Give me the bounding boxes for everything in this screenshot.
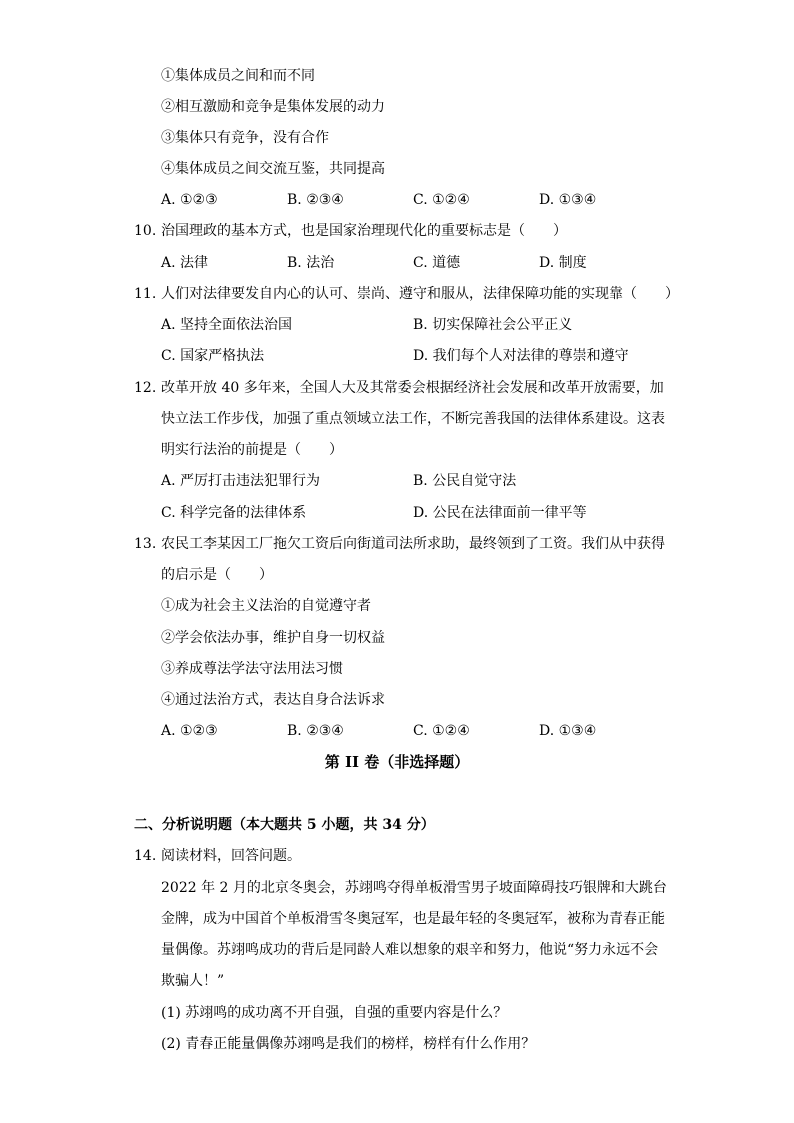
- q14-material-line-4: 欺骗人！”: [161, 973, 225, 989]
- q9-option-d[interactable]: D. ①③④: [539, 192, 597, 208]
- q12-stem-line-1: 改革开放 40 多年来，全国人大及其常委会根据经济社会发展和改革开放需要，加: [161, 380, 664, 396]
- q9-item-4: ④集体成员之间交流互鉴，共同提高: [161, 161, 385, 177]
- q14-material-line-2: 金牌，成为中国首个单板滑雪冬奥冠军，也是最年轻的冬奥冠军，被称为青春正能: [161, 911, 665, 927]
- q14-material-line-1: 2022 年 2 月的北京冬奥会，苏翊鸣夺得单板滑雪男子坡面障碍技巧银牌和大跳台: [161, 880, 667, 896]
- q9-option-a[interactable]: A. ①②③: [161, 192, 218, 208]
- q14-sub-question-2: (2) 青春正能量偶像苏翊鸣是我们的榜样，榜样有什么作用？: [161, 1036, 536, 1052]
- q10-stem: 治国理政的基本方式，也是国家治理现代化的重要标志是（ ）: [161, 223, 567, 239]
- q10-number: 10.: [134, 223, 157, 239]
- q12-option-b[interactable]: B. 公民自觉守法: [413, 473, 517, 489]
- q13-number: 13.: [134, 536, 157, 552]
- q10-option-a[interactable]: A. 法律: [161, 255, 209, 271]
- q13-stem-line-2: 的启示是（ ）: [161, 567, 273, 583]
- q13-item-4: ④通过法治方式，表达自身合法诉求: [161, 692, 385, 708]
- q12-stem-line-3: 明实行法治的前提是（ ）: [161, 442, 343, 458]
- q11-option-b[interactable]: B. 切实保障社会公平正义: [413, 317, 573, 333]
- part-two-title: 第 II 卷（非选择题）: [324, 753, 470, 771]
- q14-material-line-3: 量偶像。苏翊鸣成功的背后是同龄人难以想象的艰辛和努力，他说“努力永远不会: [161, 942, 659, 958]
- q10-option-d[interactable]: D. 制度: [539, 255, 587, 271]
- section-two-heading: 二、分析说明题（本大题共 5 小题，共 34 分）: [134, 817, 435, 833]
- q12-number: 12.: [134, 380, 157, 396]
- q13-option-c[interactable]: C. ①②④: [413, 723, 470, 739]
- q9-item-3: ③集体只有竞争，没有合作: [161, 130, 329, 146]
- q14-sub-question-1: (1) 苏翊鸣的成功离不开自强，自强的重要内容是什么？: [161, 1005, 508, 1021]
- q14-stem: 阅读材料，回答问题。: [161, 848, 301, 864]
- q9-option-c[interactable]: C. ①②④: [413, 192, 470, 208]
- q13-item-3: ③养成尊法学法守法用法习惯: [161, 661, 343, 677]
- q11-option-c[interactable]: C. 国家严格执法: [161, 348, 265, 364]
- q9-item-1: ①集体成员之间和而不同: [161, 68, 315, 84]
- q13-stem-line-1: 农民工李某因工厂拖欠工资后向街道司法所求助，最终领到了工资。我们从中获得: [161, 536, 665, 552]
- q13-option-d[interactable]: D. ①③④: [539, 723, 597, 739]
- q13-item-2: ②学会依法办事，维护自身一切权益: [161, 630, 385, 646]
- q12-stem-line-2: 快立法工作步伐，加强了重点领域立法工作，不断完善我国的法律体系建设。这表: [161, 411, 665, 427]
- q11-stem: 人们对法律要发自内心的认可、崇尚、遵守和服从，法律保障功能的实现靠（ ）: [161, 286, 679, 302]
- q13-option-a[interactable]: A. ①②③: [161, 723, 218, 739]
- q11-option-a[interactable]: A. 坚持全面依法治国: [161, 317, 293, 333]
- q13-item-1: ①成为社会主义法治的自觉遵守者: [161, 598, 371, 614]
- q12-option-c[interactable]: C. 科学完备的法律体系: [161, 505, 307, 521]
- q12-option-d[interactable]: D. 公民在法律面前一律平等: [413, 505, 587, 521]
- q11-option-d[interactable]: D. 我们每个人对法律的尊崇和遵守: [413, 348, 629, 364]
- q11-number: 11.: [134, 286, 157, 302]
- q13-option-b[interactable]: B. ②③④: [287, 723, 344, 739]
- q9-option-b[interactable]: B. ②③④: [287, 192, 344, 208]
- q14-number: 14.: [134, 848, 157, 864]
- q9-item-2: ②相互激励和竞争是集体发展的动力: [161, 99, 385, 115]
- q10-option-c[interactable]: C. 道德: [413, 255, 461, 271]
- q12-option-a[interactable]: A. 严厉打击违法犯罪行为: [161, 473, 321, 489]
- q10-option-b[interactable]: B. 法治: [287, 255, 335, 271]
